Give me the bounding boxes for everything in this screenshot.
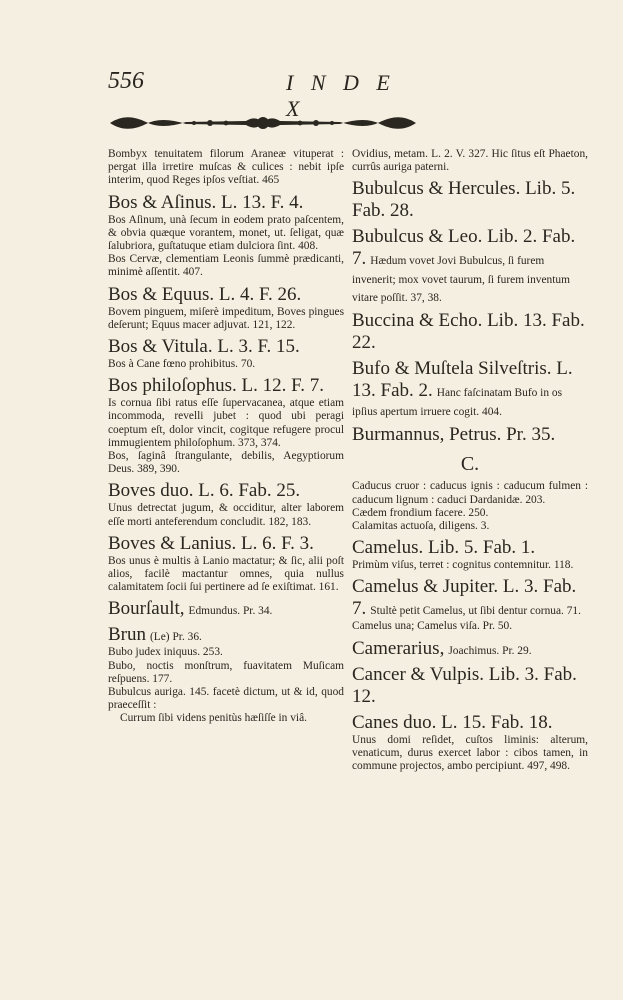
entry-text: Primùm viſus, terret : cognitus contemnitur. 118. [352, 559, 574, 572]
index-entry [352, 480, 588, 506]
index-entry [108, 686, 344, 712]
entry-text: Joachimus. Pr. 29. [448, 644, 532, 657]
entry-heading: Brun [108, 624, 146, 646]
index-entry [352, 537, 588, 572]
entry-text: Bubulcus auriga. 145. facetè dictum, ut & id, quod praeceſſit : [108, 686, 344, 712]
index-entry [108, 148, 344, 188]
entry-text: Hanc faſcinatam Bufo in os ipſius apertum irruere cogit. 404. [352, 387, 563, 419]
right-column [352, 148, 588, 773]
index-entry [352, 620, 588, 633]
entry-heading: Bos & Equus. L. 4. F. 26. [108, 283, 302, 305]
entry-heading: Bos & Vitula. L. 3. F. 15. [108, 336, 300, 358]
index-entry [352, 148, 588, 174]
entry-text: Camelus una; Camelus viſa. Pr. 50. [352, 620, 513, 633]
entry-text: Bos Aſinum, unà ſecum in eodem prato paſcentem, & obvia quæque vorantem, monet, ut. ſeligat, quæ ſalubriora, guſtatuque etiam dulciora ſint. 408. [108, 213, 344, 253]
entry-heading: Burmannus, Petrus. Pr. 35. [352, 424, 556, 446]
entry-text: Bovem pinguem, miſerè impeditum, Boves pingues deſerunt; Equus macer adjuvat. 121, 122. [108, 305, 344, 331]
entry-heading: Cancer & Vulpis. Lib. 3. Fab. 12. [352, 663, 577, 707]
ornament-icon [106, 110, 420, 136]
index-entry [108, 624, 344, 646]
index-entry [352, 520, 588, 533]
entry-heading: Camelus & Jupiter. L. 3. Fab. 7. [352, 576, 577, 620]
index-entry [352, 226, 588, 306]
entry-heading: Bos philoſophus. L. 12. F. 7. [108, 375, 324, 397]
entry-heading: Boves & Lanius. L. 6. F. 3. [108, 532, 314, 554]
entry-text: Currum ſibi videns penitùs hæſiſſe in viâ. [120, 712, 307, 725]
index-entry [108, 533, 344, 595]
entry-heading: Bubulcus & Hercules. Lib. 5. Fab. 28. [352, 178, 576, 222]
index-entry [352, 507, 588, 520]
entry-heading: Bourſault, [108, 598, 185, 620]
index-entry [108, 646, 344, 659]
entry-heading: Canes duo. L. 15. Fab. 18. [352, 711, 553, 733]
index-entry [352, 576, 588, 620]
entry-heading: Bos & Aſinus. L. 13. F. 4. [108, 191, 304, 213]
entry-text: (Le) Pr. 36. [150, 631, 202, 644]
left-column [108, 148, 344, 726]
entry-text: Bos Cervæ, clementiam Leonis ſummè prædicanti, minimè aſſentit. 407. [108, 253, 344, 279]
index-entry [352, 358, 588, 420]
entry-text: Caducus cruor : caducus ignis : caducum fulmen : caducum lignum : caduci Dardanidæ. 203. [352, 480, 588, 506]
running-title: I N D E X [286, 70, 396, 121]
entry-text: Hædum vovet Jovi Bubulcus, ſi furem invenerit; mox vovet taurum, ſi furem inventum vitare poſſit. 37, 38. [352, 255, 570, 305]
entry-text: Stultè petit Camelus, ut ſibi dentur cornua. 71. [370, 605, 581, 618]
entry-heading: Boves duo. L. 6. Fab. 25. [108, 480, 301, 502]
page-number: 556 [108, 68, 144, 94]
entry-heading: Bufo & Muſtela Silveſtris. L. 13. Fab. 2. [352, 358, 573, 402]
entry-text: Edmundus. Pr. 34. [188, 605, 273, 618]
entry-text: Bos à Cane fœno prohibitus. 70. [108, 358, 256, 371]
index-entry [108, 192, 344, 254]
index-entry [108, 336, 344, 371]
index-entry [352, 310, 588, 354]
index-entry [108, 450, 344, 476]
index-entry [352, 664, 588, 708]
entry-text: Cædem frondium facere. 250. [352, 506, 489, 519]
index-entry [108, 253, 344, 279]
entry-text: Bombyx tenuitatem filorum Araneæ vituperat : pergat illa irretire muſcas & culices : nebit ipſe interim, quod Reges ipſos veſtiat. 465 [108, 148, 344, 187]
page-header [108, 68, 413, 121]
entry-text: Unus domi reſidet, cuſtos liminis: alterum, venaticum, durus exercet labor : cibos tamen, in commune projectos, ambo percipiunt. 497, 498. [352, 733, 588, 773]
entry-heading: Camerarius, [352, 637, 445, 659]
index-entry [108, 712, 344, 725]
entry-heading: Bubulcus & Leo. Lib. 2. Fab. 7. [352, 226, 576, 270]
index-entry [352, 178, 588, 222]
entry-text: Is cornua ſibi ratus eſſe ſupervacanea, atque etiam incommoda, revelli jubet : quod ubi peragi coeptum eſt, dolor vincit, cogitque refugere procul immugientem philoſophum. 373, 374. [108, 397, 344, 449]
entry-heading: Camelus. Lib. 5. Fab. 1. [352, 537, 536, 559]
entry-text: Bos unus è multis à Lanio mactatur; & ſic, alii poſt alios, facilè mactantur omnes, quia nullus calamitatem ſocii ſui pertinere ad ſe exiſtimat. 161. [108, 554, 344, 594]
entry-text: Bos, ſaginâ ſtrangulante, debilis, Aegyptiorum Deus. 389, 390. [108, 450, 344, 476]
entry-text: Bubo, noctis monſtrum, fuavitatem Muſicam reſpuens. 177. [108, 659, 344, 685]
entry-text: Bubo judex iniquus. 253. [108, 646, 223, 659]
index-entry [108, 598, 344, 620]
entry-text: Ovidius, metam. L. 2. V. 327. Hic ſitus eſt Phaeton, currûs auriga paterni. [352, 148, 588, 174]
entry-text: Unus detrectat jugum, & occiditur, alter laborem eſſe morti anteferendum concludit. 182, 183. [108, 502, 344, 528]
index-entry [352, 638, 588, 660]
index-entry [352, 424, 588, 446]
section-letter: C. [460, 453, 480, 476]
index-entry [108, 480, 344, 528]
entry-heading: Buccina & Echo. Lib. 13. Fab. 22. [352, 310, 585, 354]
index-entry [108, 284, 344, 332]
index-entry [108, 375, 344, 450]
ornament-divider [106, 110, 420, 136]
index-entry [352, 712, 588, 774]
entry-text: Calamitas actuoſa, diligens. 3. [352, 520, 490, 533]
index-entry [108, 660, 344, 686]
